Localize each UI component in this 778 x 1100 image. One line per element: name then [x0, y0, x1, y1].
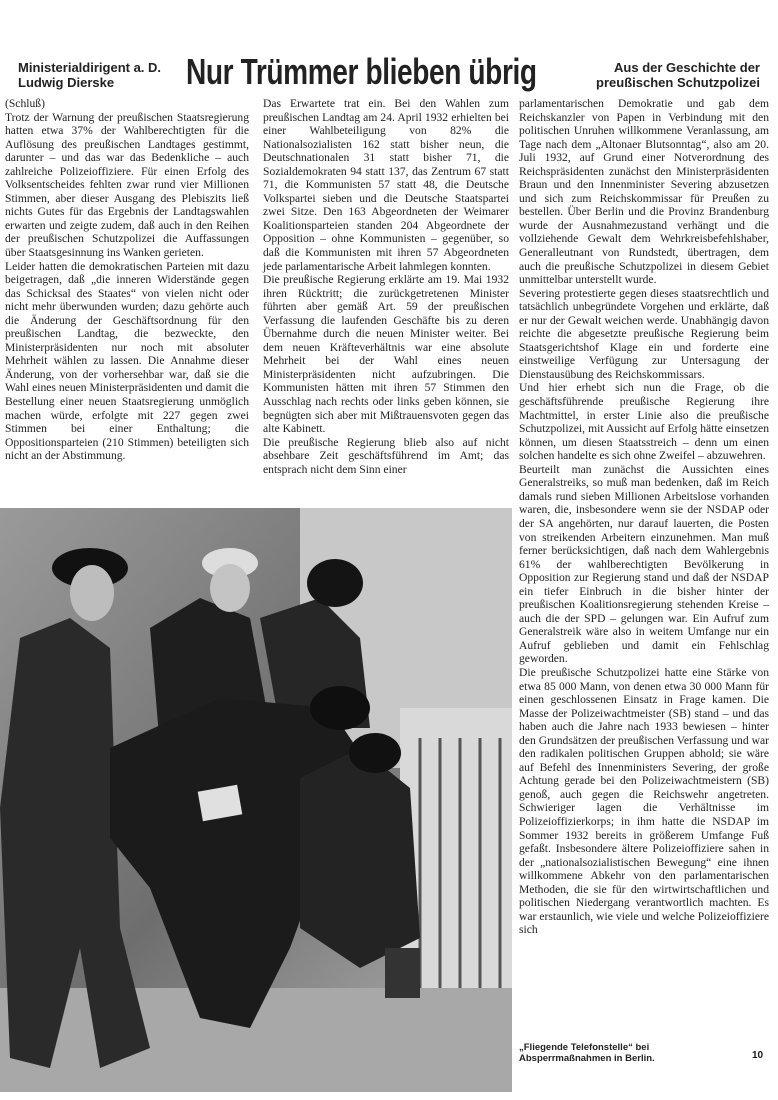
author-byline: [18, 60, 161, 90]
paragraph: Severing protestierte gegen dieses staatsrechtlich und tatsächlich unbegründete Vorgehen und erklärte, daß er nur der Gewalt weichen werde. Unabhängig davon reichte die abgesetzte preußische Regierung beim Staatsgerichtshof Klage ein und forderte eine einstweilige Verfügung zur Untersagung der Dienstausübung des Reichskommissars.: [519, 286, 769, 381]
series-line-2: preußischen Schutzpolizei: [596, 75, 760, 90]
author-name: Ludwig Dierske: [18, 75, 115, 90]
column-1: [5, 97, 249, 463]
photo-caption: „Fliegende Telefonstelle“ bei Absperrmaßnahmen in Berlin.: [519, 1042, 655, 1064]
photo-police-field-telephone: [0, 508, 512, 1092]
series-title: [596, 60, 760, 90]
article-title: Nur Trümmer blieben übrig: [186, 51, 537, 92]
historical-photo: [0, 508, 512, 1092]
paragraph: Das Erwartete trat ein. Bei den Wahlen zum preußischen Landtag am 24. April 1932 erhielten bei einer Wahlbeteiligung von 82% die Nationalsozialisten 162 statt bisher neun, die Deutschnationalen 31 statt bisher 71, die Sozialdemokraten 94 statt 137, das Zentrum 67 statt 71, die Kommunisten 57 statt 48, die Deutsche Volkspartei sieben und die Deutsche Staatspartei zwei Sitze. Den 163 Abgeordneten der Weimarer Koalitionsparteien standen 204 Abgeordnete der Opposition – ohne Kommunisten – gegenüber, so daß die Kommunisten mit ihren 57 Abgeordneten jede parlamentarische Arbeit lahmlegen konnten.: [263, 97, 509, 273]
paragraph: Die preußische Schutzpolizei hatte eine Stärke von etwa 85 000 Mann, von denen etwa 30 000 Mann für einen geschlossenen Einsatz in Frage kamen. Die Masse der Polizeiwachtmeister (SB) stand – und das haben auch die Jahre nach 1933 bewiesen – hinter den Grundsätzen der preußischen Verfassung und war den radikalen politischen Gruppen abhold; sie wäre auf Befehl des Innenministers Severing, der große Achtung gerade bei den Polizeiwachtmeistern (SB) genoß, auch gegen die Reichswehr angetreten. Schwieriger lagen die Verhältnisse im Polizeioffizierkorps; in ihm hatte die NSDAP im Sommer 1932 bereits in größerem Umfange Fuß gefaßt. Insbesondere ältere Polizeioffiziere sahen in der „nationalsozialistischen Bewegung“ eine ihnen willkommene Abkehr von den parlamentarischen Methoden, die sie für den wirtwirtschaftlichen und politischen Niedergang verantwortlich machten. Es war erstaunlich, wie viele und welche Polizeioffiziere sich: [519, 665, 769, 937]
paragraph: Die preußische Regierung erklärte am 19. Mai 1932 ihren Rücktritt; die zurückgetretenen Minister führten aber gemäß Art. 59 der preußischen Verfassung die laufenden Geschäfte bis zu deren Übernahme durch die neuen Minister weiter. Bei dem neuen Kräfteverhältnis war eine absolute Mehrheit bei der Wahl eines neuen Ministerpräsidenten nicht aufzubringen. Die Kommunisten hätten mit ihren 57 Stimmen den Ausschlag nach rechts oder links geben können, sie begnügten sich aber mit Mißtrauensvoten gegen das alte Kabinett.: [263, 273, 509, 436]
author-title: Ministerialdirigent a. D.: [18, 60, 162, 75]
paragraph: (Schluß): [5, 97, 45, 110]
paragraph: Leider hatten die demokratischen Parteien mit dazu beigetragen, daß „die inneren Widerstände gegen das Schicksal des Staates“ von vielen nicht oder nicht mehr überwunden wurden; dazu gehörte auch die Änderung der Geschäftsordnung für den preußischen Landtag, die bezweckte, den Ministerpräsidenten nur noch mit absoluter Mehrheit wählen zu lassen. Die Annahme dieser Änderung, von der vorhersehbar war, daß sie die Wahl eines neuen Ministerpräsidenten und damit die Bestellung einer neuen Staatsregierung unmöglich machen würde, erfolgte mit 227 gegen zwei Stimmen bei einer Enthaltung; die Oppositionsparteien (210 Stimmen) beteiligten sich nicht an der Abstimmung.: [5, 259, 249, 463]
paragraph: Trotz der Warnung der preußischen Staatsregierung hatten etwa 37% der Wahlberechtigten für die Auflösung des preußischen Landtages gestimmt, darunter – und das war das Bedenkliche – auch zahlreiche Polizeioffiziere. Für einen Erfolg des Volksentscheides fehlten zwar rund vier Millionen Stimmen, aber dieser Ausgang des Plebiszits ließ nichts Gutes für das Ergebnis der Landtagswahlen erwarten und zeigte zudem, daß auch in den Reihen der preußischen Schutzpolizei die Auffassungen über Staatsgesinnung ins Wanken gerieten.: [5, 110, 249, 260]
paragraph: Die preußische Regierung blieb also auf nicht absehbare Zeit geschäftsführend im Amt; das entsprach nicht dem Sinn einer: [263, 435, 509, 476]
column-2: [263, 97, 509, 476]
paragraph: parlamentarischen Demokratie und gab dem Reichskanzler von Papen in Verbindung mit den politischen Unruhen willkommene Veranlassung, am Tage nach dem „Altonaer Blutsonntag“, also am 20. Juli 1932, auf Grund einer Notverordnung des Reichspräsidenten zunächst den Ministerpräsidenten Braun und den Innenminister Severing abzusetzen und sich zum Reichskommissar für Preußen zu bestellen. Über Berlin und die Provinz Brandenburg wurde der Ausnahmezustand verhängt und die vollziehende Gewalt dem Wehrkreisbefehlshaber, Generalleutnant von Rundstedt, übertragen, dem auch die preußische Schutzpolizei in diesem Gebiet unmittelbar unterstellt wurde.: [519, 97, 769, 287]
series-line-1: Aus der Geschichte der: [614, 60, 760, 75]
paragraph: Beurteilt man zunächst die Aussichten eines Generalstreiks, so muß man bedenken, daß im Reich damals rund sieben Millionen Arbeitslose vorhanden waren, die, insbesondere wenn sie der NSDAP oder der SA angehörten, nur darauf lauerten, die Posten von streikenden Arbeitern einzunehmen. Man muß ferner berücksichtigen, daß nach dem Wahlergebnis 61% der wahlberechtigten Bevölkerung in Opposition zur Regierung stand und daß der NSDAP ein tiefer Einbruch in die bisher hinter der preußischen Koalitionsregierung stehenden Kreise – auch die der SPD – gelungen war. Ein Aufruf zum Generalstreik wäre also in weitem Umfange nur ein Aufruf geblieben und damit ein Fehlschlag geworden.: [519, 462, 769, 666]
paragraph: Und hier erhebt sich nun die Frage, ob die geschäftsführende preußische Regierung ihre Machtmittel, in erster Linie also die preußische Schutzpolizei, mit Aussicht auf Erfolg hätte einsetzen können, um diesen Staatsstreich – denn um einen solchen handelte es sich ohne Zweifel – abzuwehren.: [519, 381, 769, 463]
page-number: 10: [752, 1050, 764, 1061]
column-3: [519, 97, 769, 937]
